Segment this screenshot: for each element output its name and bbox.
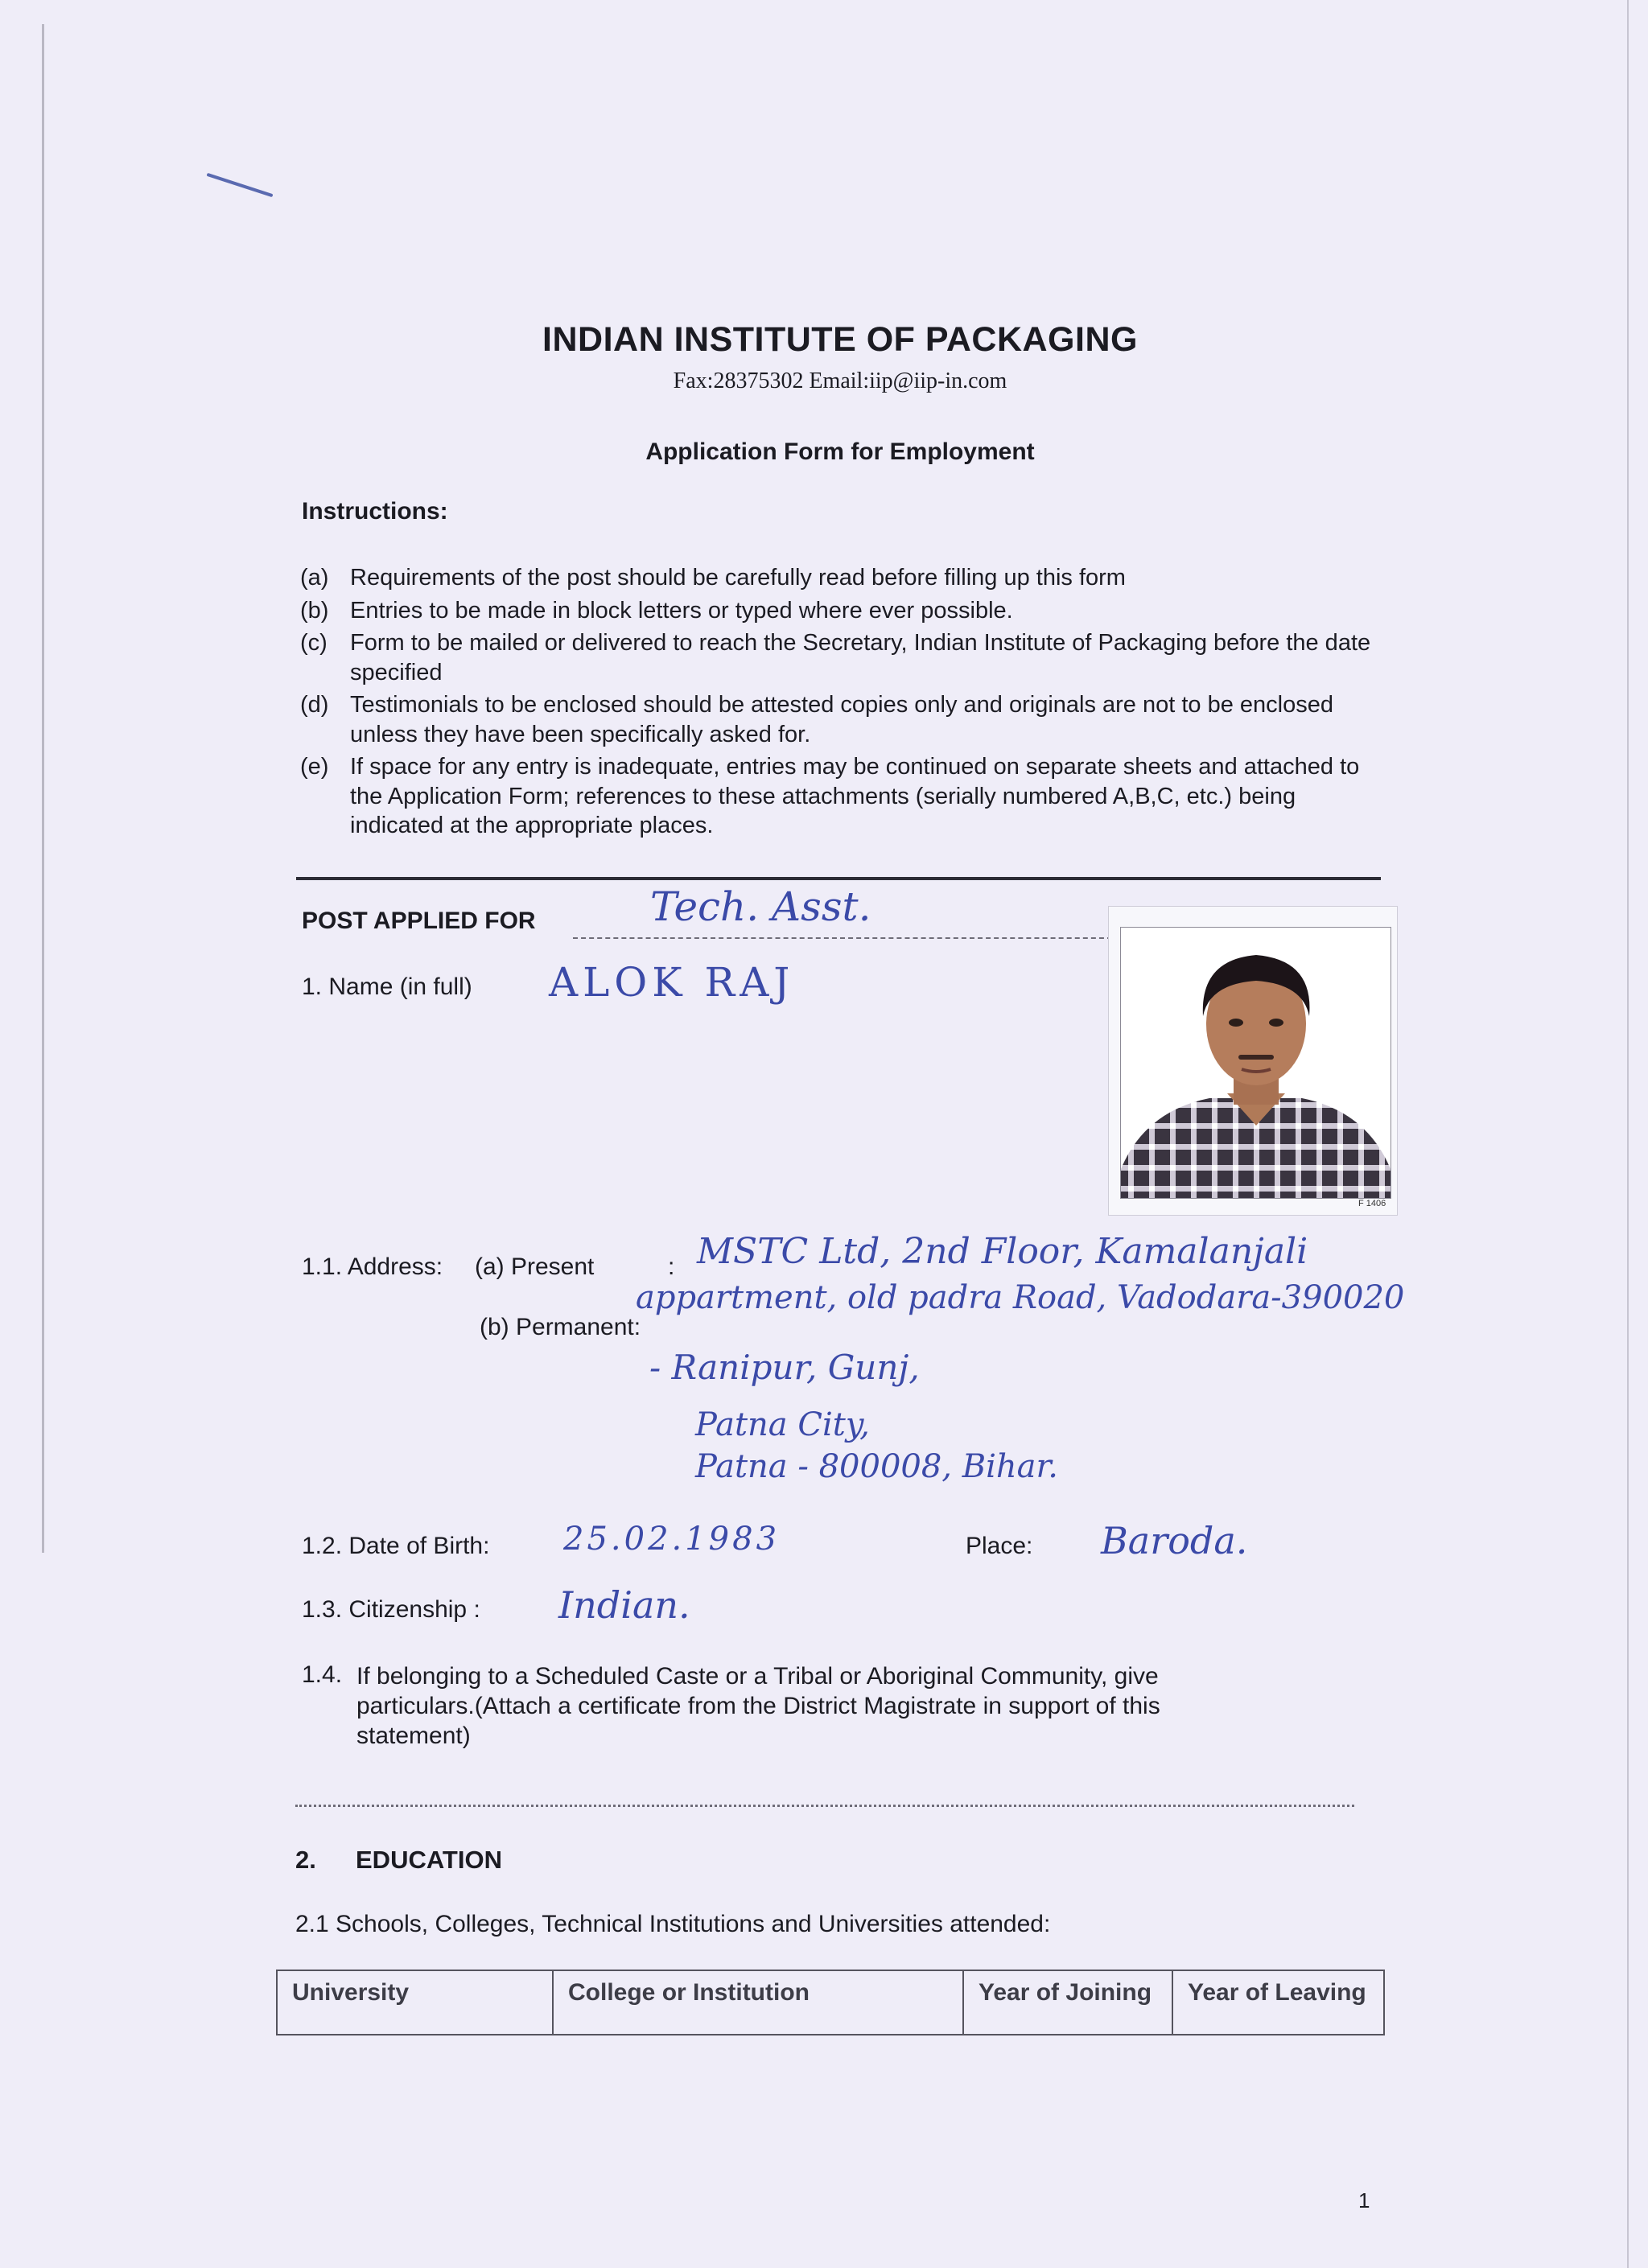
applicant-photo <box>1120 927 1391 1199</box>
instruction-item <box>300 628 1378 687</box>
instruction-text: If space for any entry is inadequate, entries may be continued on separate sheets and attached to the Application Form; references to these attachments (serially numbered A,B,C, etc.) being indicated at the appropriate places. <box>350 754 1360 838</box>
name-label: 1. Name (in full) <box>302 973 472 1000</box>
instructions-heading: Instructions: <box>302 498 448 525</box>
column-header-year-leaving: Year of Leaving <box>1188 1979 1366 2006</box>
caste-number: 1.4. <box>302 1661 343 1688</box>
present-address-line1: MSTC Ltd, 2nd Floor, Kamalanjali <box>697 1231 1308 1272</box>
instruction-item <box>300 563 1378 593</box>
present-address-label: (a) Present <box>475 1253 595 1280</box>
education-table-header <box>276 1970 1385 2035</box>
institute-title: INDIAN INSTITUTE OF PACKAGING <box>542 320 1138 359</box>
caste-particulars-line <box>295 1805 1354 1807</box>
dob-label: 1.2. Date of Birth: <box>302 1533 490 1559</box>
instruction-item <box>300 596 1378 626</box>
column-header-year-joining: Year of Joining <box>964 1971 1173 2034</box>
applicant-photo-image <box>1121 928 1390 1198</box>
instruction-text: Entries to be made in block letters or typed where ever possible. <box>350 597 1013 624</box>
instruction-item <box>300 690 1378 749</box>
scan-left-edge <box>42 24 44 1553</box>
present-address-line2: appartment, old padra Road, Vadodara-390020 <box>636 1279 1405 1316</box>
birth-place-value: Baroda. <box>1101 1519 1248 1562</box>
instructions-list <box>300 563 1378 844</box>
contact-line: Fax:28375302 Email:iip@iip-in.com <box>673 368 1007 393</box>
instruction-text: Requirements of the post should be carefully read before filling up this form <box>350 565 1126 591</box>
post-applied-label: POST APPLIED FOR <box>302 908 536 934</box>
column-header-college: College or Institution <box>554 1971 964 2034</box>
citizenship-value: Indian. <box>558 1583 690 1627</box>
section-divider <box>296 877 1381 880</box>
education-number: 2. <box>295 1846 316 1874</box>
instruction-text: Testimonials to be enclosed should be attested copies only and originals are not to be enclosed unless they have been specifically asked for. <box>350 692 1334 747</box>
permanent-address-label: (b) Permanent: <box>480 1314 641 1340</box>
permanent-address-line2: Patna City, <box>695 1406 870 1443</box>
dob-value: 25.02.1983 <box>563 1521 781 1558</box>
instruction-marker: (a) <box>300 565 329 591</box>
permanent-address-line1: - Ranipur, Gunj, <box>649 1348 920 1387</box>
instruction-marker: (c) <box>300 630 328 656</box>
instruction-marker: (b) <box>300 597 329 624</box>
photo-code: F 1406 <box>1358 1199 1386 1208</box>
address-label: 1.1. Address: <box>302 1253 443 1280</box>
instruction-item <box>300 752 1378 841</box>
post-applied-value: Tech. Asst. <box>650 883 871 930</box>
citizenship-label: 1.3. Citizenship : <box>302 1596 480 1623</box>
permanent-address-line3: Patna - 800008, Bihar. <box>695 1448 1058 1485</box>
post-applied-line <box>573 937 1112 939</box>
caste-text: If belonging to a Scheduled Caste or a Tribal or Aboriginal Community, give particulars.(Attach a certificate from the District Magistrate in support of this statement) <box>356 1663 1160 1749</box>
education-subheading: 2.1 Schools, Colleges, Technical Institutions and Universities attended: <box>295 1911 1051 1937</box>
instruction-marker: (e) <box>300 754 329 780</box>
birth-place-label: Place: <box>966 1533 1033 1559</box>
instruction-text: Form to be mailed or delivered to reach the Secretary, Indian Institute of Packaging before the date specified <box>350 630 1371 685</box>
column-header-university: University <box>278 1971 554 2034</box>
present-address-colon: : <box>668 1253 675 1280</box>
instruction-marker: (d) <box>300 692 329 718</box>
education-heading: EDUCATION <box>356 1846 502 1874</box>
name-value: ALOK RAJ <box>549 959 795 1006</box>
pen-stroke-mark <box>206 173 273 197</box>
form-title: Application Form for Employment <box>645 438 1035 465</box>
page-number: 1 <box>1358 2188 1370 2212</box>
